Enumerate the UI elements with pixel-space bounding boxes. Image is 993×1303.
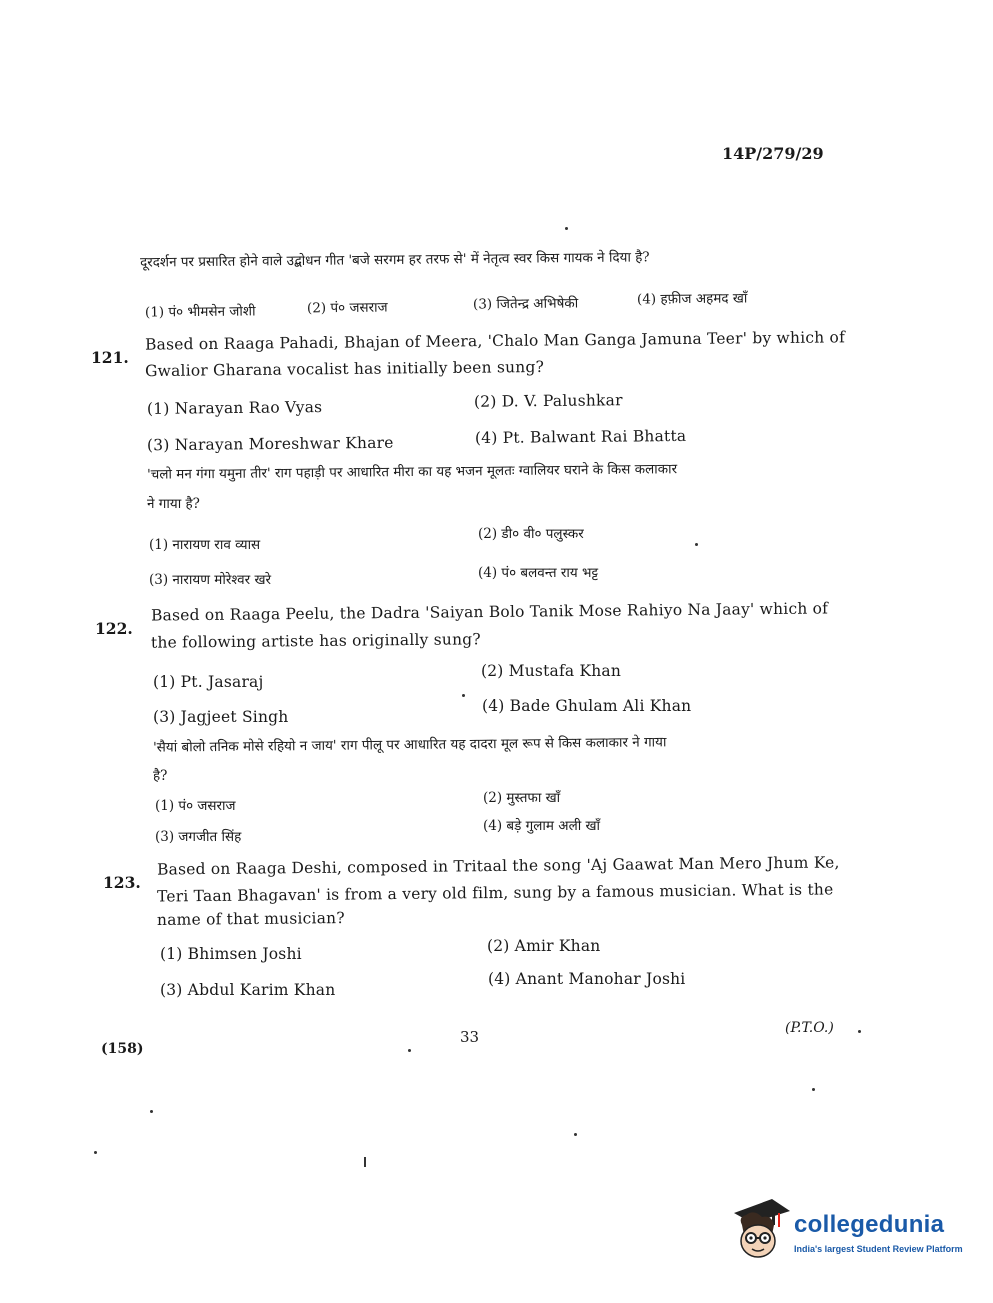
q121-hindi-option-2: (2) डी० वी० पलुस्कर bbox=[478, 526, 584, 542]
q122-hindi-line2: है? bbox=[153, 768, 168, 784]
q122-question-line1: Based on Raaga Peelu, the Dadra 'Saiyan Bolo Tanik Mose Rahiyo Na Jaay' which of bbox=[150, 599, 829, 625]
q121-option-2: (2) D. V. Palushkar bbox=[473, 391, 623, 411]
paper-code: 14P/279/29 bbox=[722, 144, 824, 163]
q121-option-4: (4) Pt. Balwant Rai Bhatta bbox=[474, 426, 687, 448]
q123-option-4: (4) Anant Manohar Joshi bbox=[488, 970, 686, 988]
brand-name: collegedunia bbox=[794, 1211, 945, 1238]
q122-option-3: (3) Jagjeet Singh bbox=[153, 708, 289, 726]
q121-hindi-option-3: (3) नारायण मोरेश्वर खरे bbox=[149, 572, 272, 588]
q122-hindi-line1: 'सैयां बोलो तनिक मोसे रहियो न जाय' राग पीलू पर आधारित यह दादरा मूल रूप से किस कलाकार ने गाया bbox=[152, 734, 667, 756]
q121-option-1: (1) Narayan Rao Vyas bbox=[146, 398, 323, 418]
collegedunia-watermark bbox=[732, 1195, 962, 1265]
q120-hindi-option-3: (3) जितेन्द्र अभिषेकी bbox=[472, 295, 579, 313]
q122-option-4: (4) Bade Ghulam Ali Khan bbox=[482, 697, 692, 715]
q123-question-line3: name of that musician? bbox=[156, 909, 345, 929]
q122-number: 122. bbox=[95, 619, 133, 638]
q123-option-2: (2) Amir Khan bbox=[487, 937, 601, 955]
pto-label: (P.T.O.) bbox=[785, 1020, 834, 1036]
q120-hindi-option-1: (1) पं० भीमसेन जोशी bbox=[144, 303, 256, 321]
q121-question-line2: Gwalior Gharana vocalist has initially been sung? bbox=[144, 357, 545, 381]
q123-question-line2: Teri Taan Bhagavan' is from a very old film, sung by a famous musician. What is the bbox=[156, 880, 834, 906]
q122-hindi-option-4: (4) बड़े गुलाम अली खाँ bbox=[483, 818, 601, 834]
q121-hindi-option-1: (1) नारायण राव व्यास bbox=[149, 537, 261, 553]
q121-hindi-line1: 'चलो मन गंगा यमुना तीर' राग पहाड़ी पर आधारित मीरा का यह भजन मूलतः ग्वालियर घराने के किस कलाकार bbox=[146, 461, 678, 483]
q120-hindi-option-2: (2) पं० जसराज bbox=[306, 299, 388, 317]
q121-hindi-option-4: (4) पं० बलवन्त राय भट्ट bbox=[478, 565, 599, 581]
q122-hindi-option-2: (2) मुस्तफा खाँ bbox=[483, 790, 561, 806]
q121-number: 121. bbox=[91, 348, 129, 367]
q123-question-line1: Based on Raaga Deshi, composed in Tritaal the song 'Aj Gaawat Man Mero Jhum Ke, bbox=[156, 853, 840, 879]
q121-option-3: (3) Narayan Moreshwar Khare bbox=[146, 433, 394, 455]
q123-option-1: (1) Bhimsen Joshi bbox=[160, 945, 302, 963]
q122-hindi-option-3: (3) जगजीत सिंह bbox=[155, 829, 242, 845]
page-number: 33 bbox=[460, 1028, 480, 1046]
q123-number: 123. bbox=[103, 873, 141, 892]
q121-hindi-line2: ने गाया है? bbox=[147, 496, 200, 512]
q120-hindi-question: दूरदर्शन पर प्रसारित होने वाले उद्बोधन गीत 'बजे सरगम हर तरफ से' में नेतृत्व स्वर किस गायक ने दिया है? bbox=[139, 249, 650, 271]
q120-hindi-option-4: (4) हफ़ीज अहमद खाँ bbox=[636, 290, 748, 308]
q123-option-3: (3) Abdul Karim Khan bbox=[160, 981, 336, 999]
q122-option-2: (2) Mustafa Khan bbox=[481, 662, 622, 680]
q121-question-line1: Based on Raaga Pahadi, Bhajan of Meera, 'Chalo Man Ganga Jamuna Teer' by which of bbox=[144, 328, 846, 354]
q122-question-line2: the following artiste has originally sung? bbox=[150, 630, 481, 652]
mascot-logo-icon bbox=[732, 1195, 794, 1261]
brand-tagline: India's largest Student Review Platform bbox=[794, 1244, 963, 1254]
q122-option-1: (1) Pt. Jasaraj bbox=[153, 673, 264, 691]
q122-hindi-option-1: (1) पं० जसराज bbox=[155, 798, 236, 814]
set-code: (158) bbox=[101, 1041, 144, 1057]
